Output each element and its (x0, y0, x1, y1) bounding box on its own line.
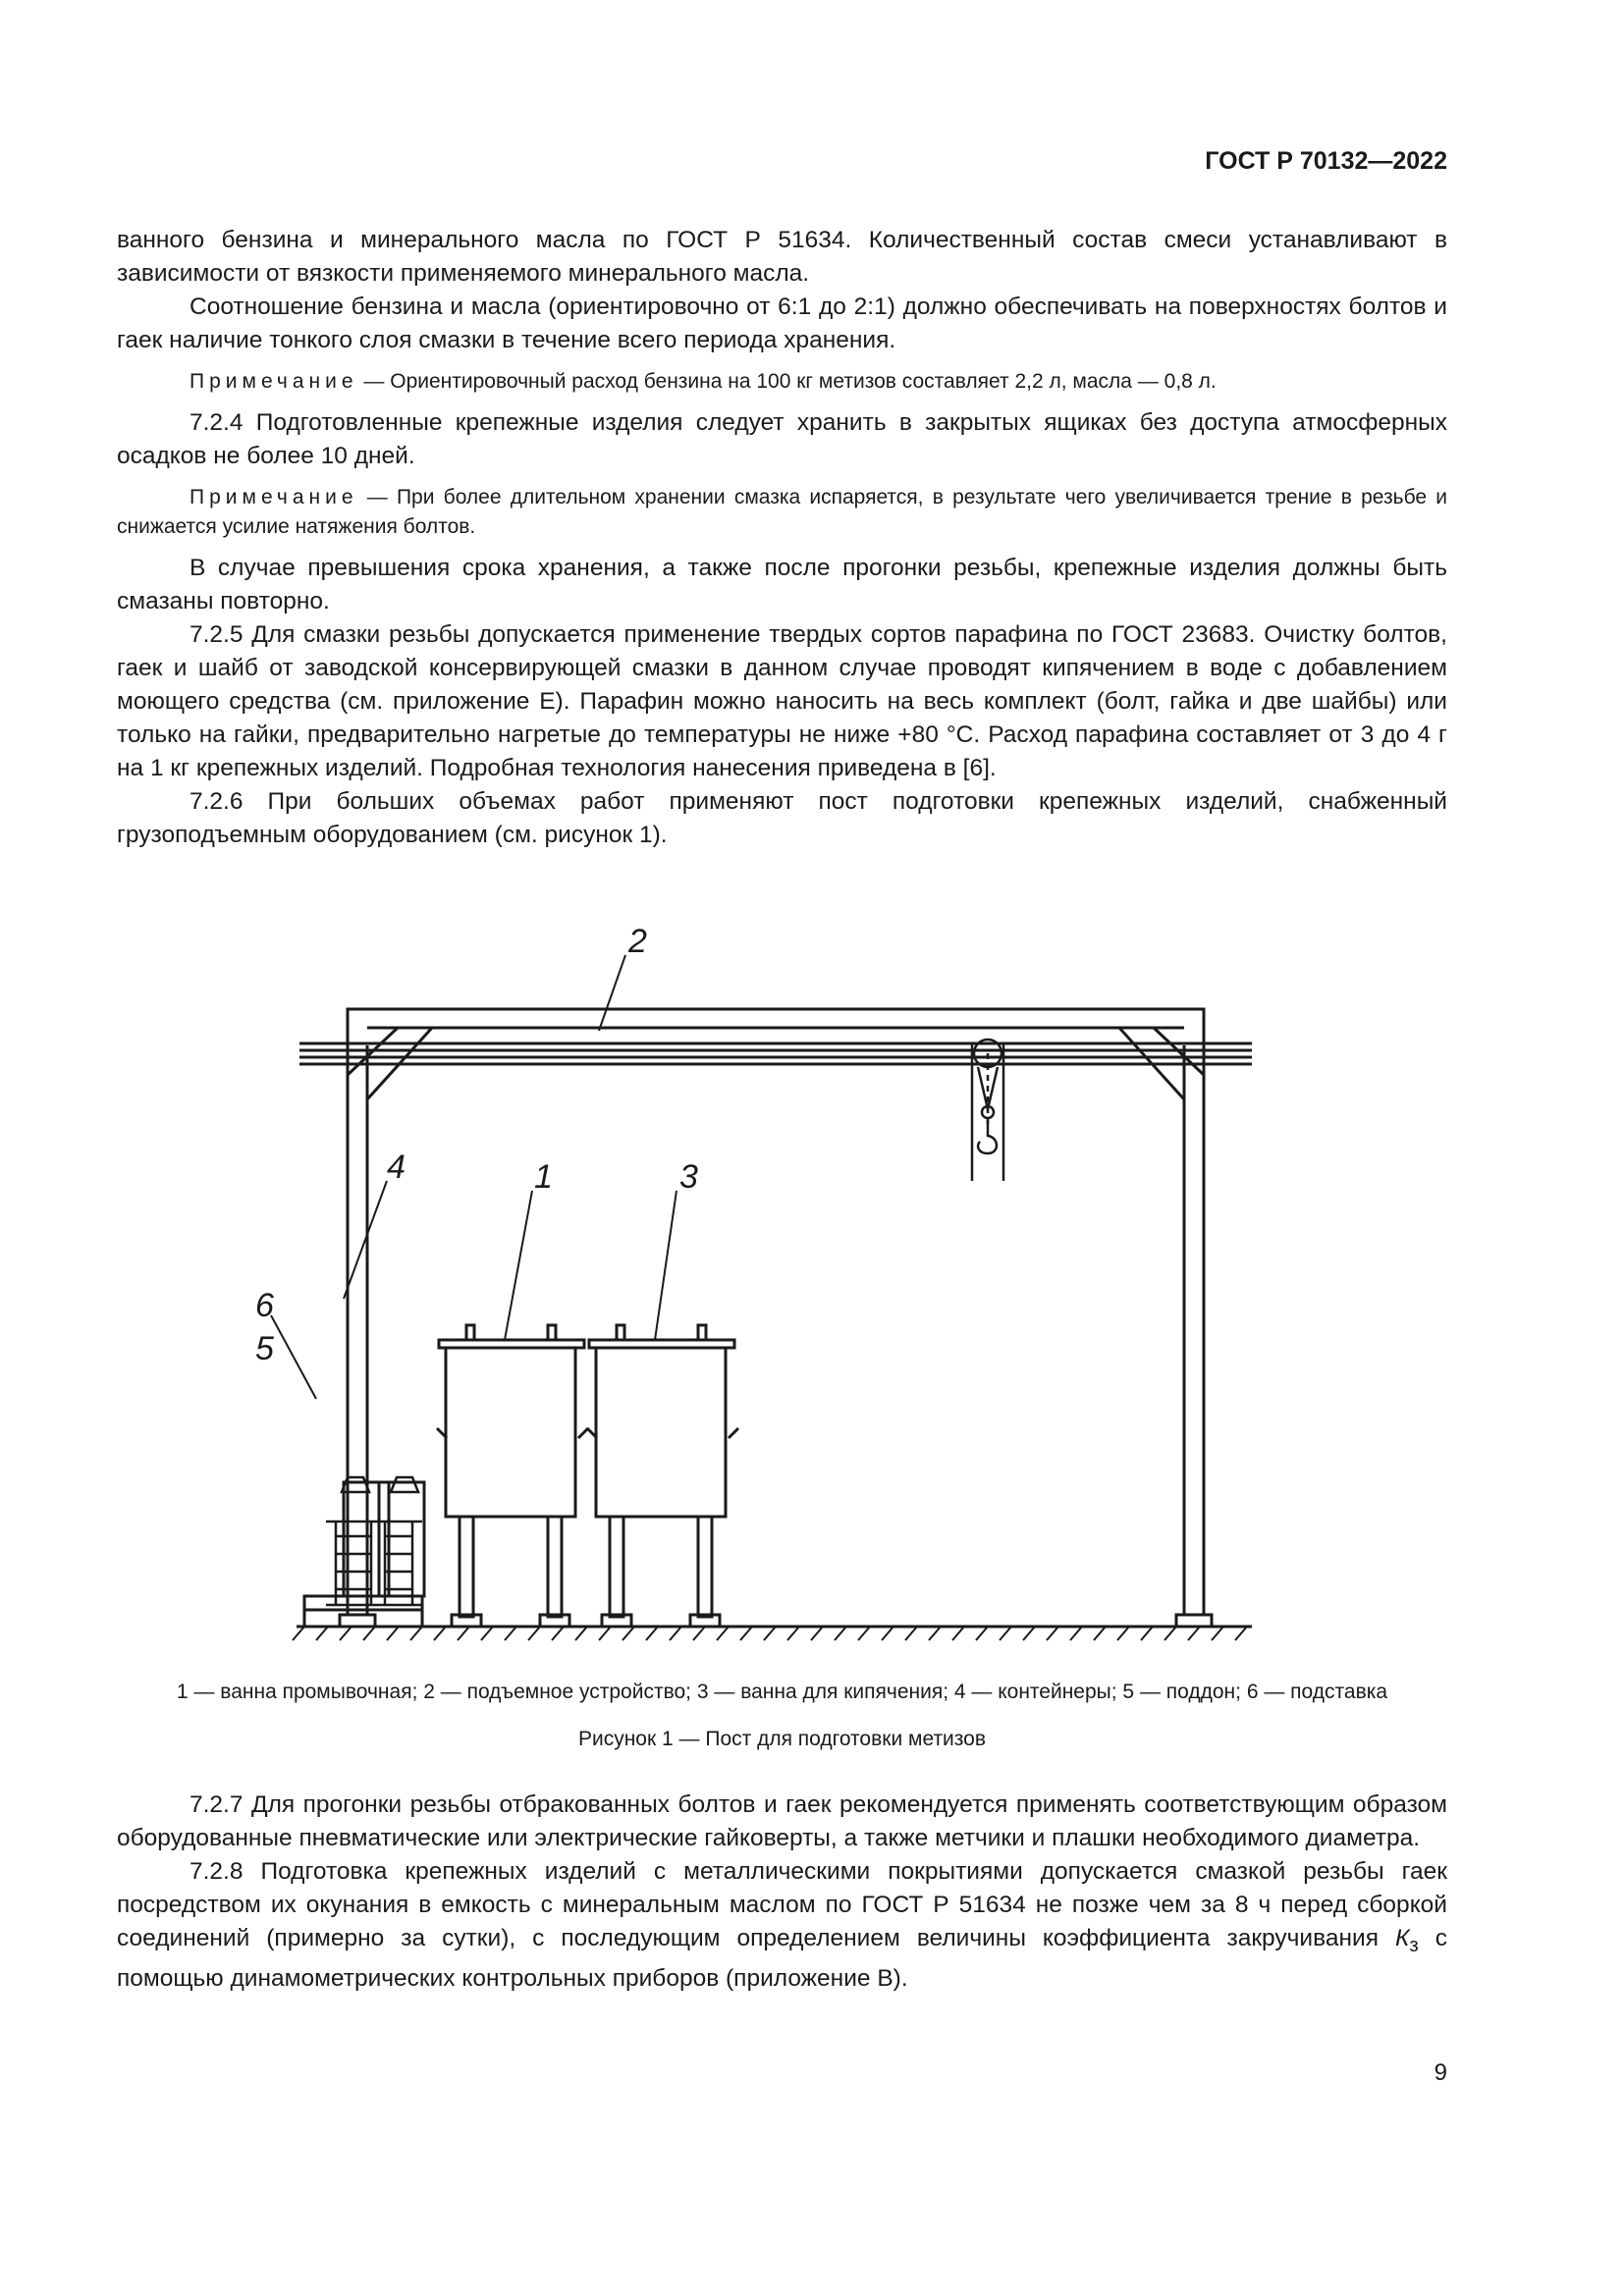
note-text: — При более длительном хранении смазка испаряется, в результате чего увеличивается трение в резьбе и снижается усилие натяжения болтов. (117, 486, 1447, 538)
figure-label: 1 (534, 1158, 553, 1196)
note-label: Примечание (189, 370, 358, 393)
figure-drawing (255, 923, 1267, 1649)
overhead-rail (299, 1028, 1252, 1099)
paragraph: ванного бензина и минерального масла по ГОСТ Р 51634. Количественный состав смеси устанавливают в зависимости от вязкости применяемого минерального масла. (117, 227, 1447, 287)
paragraph: 7.2.7 Для прогонки резьбы отбракованных болтов и гаек рекомендуется применять соответствующим образом оборудованные пневматические или электрические гайковерты, а также метчики и плашки необходимого диаметра. (117, 1791, 1447, 1851)
note (117, 367, 1447, 397)
paragraph-text: 7.2.8 Подготовка крепежных изделий с металлическими покрытиями допускается смазкой резьбы гаек посредством их окунания в емкость с минеральным маслом по ГОСТ Р 51634 не позже чем за 8 ч перед сборкой соединений (примерно за сутки), с последующим определением величины коэффициента закручивания (117, 1858, 1447, 1951)
figure-legend: 1 — ванна промывочная; 2 — подъемное устройство; 3 — ванна для кипячения; 4 — контейнеры; 5 — поддон; 6 — подставка (176, 1681, 1388, 1703)
figure-label: 5 (255, 1330, 274, 1367)
body-text-top (117, 224, 1447, 852)
body-text-bottom (117, 1789, 1447, 1996)
note-label: Примечание (189, 486, 358, 508)
frame-columns (340, 1009, 1212, 1627)
figure-label: 6 (255, 1287, 274, 1324)
figure-label: 2 (628, 923, 647, 960)
document-id-header: ГОСТ Р 70132—2022 (1205, 147, 1447, 175)
boiling-bath (587, 1325, 738, 1627)
paragraph (117, 1855, 1447, 1996)
hoist (972, 1040, 1003, 1181)
figure-title: Рисунок 1 — Пост для подготовки метизов (577, 1728, 987, 1750)
containers (326, 1477, 422, 1605)
figure-label: 4 (387, 1148, 406, 1186)
paragraph: 7.2.4 Подготовленные крепежные изделия следует хранить в закрытых ящиках без доступа атмосферных осадков не более 10 дней. (117, 409, 1447, 469)
paragraph: В случае превышения срока хранения, а также после прогонки резьбы, крепежные изделия должны быть смазаны повторно. (117, 555, 1447, 614)
coefficient-symbol: К (1394, 1925, 1410, 1951)
paragraph: 7.2.5 Для смазки резьбы допускается применение твердых сортов парафина по ГОСТ 23683. Очистку болтов, гаек и шайб от заводской консервирующей смазки в данном случае проводят кипячением в воде с добавлением моющего средства (см. приложение Е). Парафин можно наносить на весь комплект (болт, гайка и две шайбы) или только на гайки, предварительно нагретые до температуры не ниже +80 °С. Расход парафина составляет от 3 до 4 г на 1 кг крепежных изделий. Подробная технология нанесения приведена в [6]. (117, 621, 1447, 781)
figure-label: 3 (679, 1158, 698, 1196)
paragraph: Соотношение бензина и масла (ориентировочно от 6:1 до 2:1) должно обеспечивать на поверхностях болтов и гаек наличие тонкого слоя смазки в течение всего периода хранения. (117, 294, 1447, 353)
coefficient-subscript: з (1409, 1934, 1419, 1956)
note-text: — Ориентировочный расход бензина на 100 кг метизов составляет 2,2 л, масла — 0,8 л. (357, 370, 1217, 393)
page-number: 9 (1434, 2059, 1447, 2086)
washing-bath (437, 1325, 588, 1627)
paragraph-text: с помощью динамометрических контрольных приборов (приложение В). (117, 1925, 1448, 1992)
paragraph: 7.2.6 При больших объемах работ применяют пост подготовки крепежных изделий, снабженный грузоподъемным оборудованием (см. рисунок 1). (117, 788, 1447, 848)
note (117, 483, 1447, 542)
ground-hatching (293, 1627, 1247, 1640)
